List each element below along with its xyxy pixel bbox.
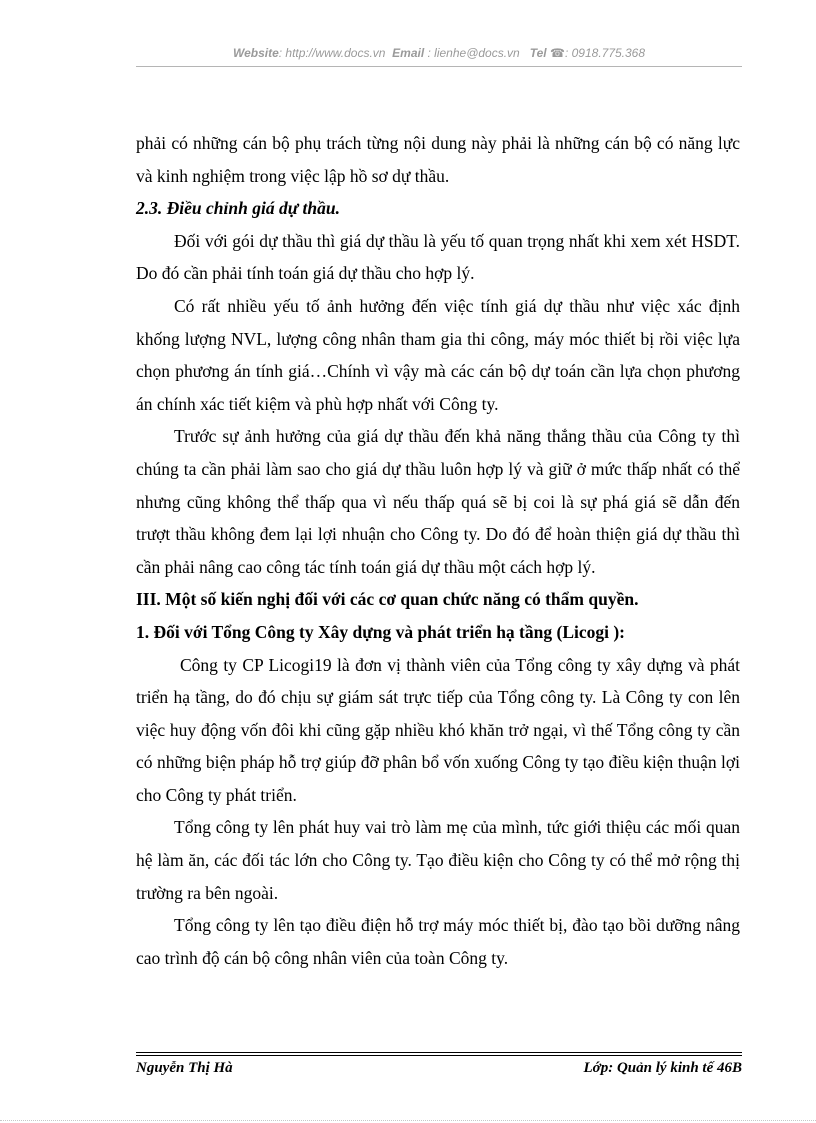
paragraph: Tổng công ty lên phát huy vai trò làm mẹ của mình, tức giới thiệu các mối quan hệ làm ăn, các đối tác lớn cho Công ty. Tạo điều kiện cho Công ty có thể mở rộng thị trường ra bên ngoài.	[136, 817, 740, 903]
tel-label: Tel	[529, 46, 547, 60]
footer-divider-top	[136, 1052, 742, 1053]
paragraph: Có rất nhiều yếu tố ảnh hưởng đến việc tính giá dự thầu như việc xác định khống lượng NVL, lượng công nhân tham gia thi công, máy móc thiết bị rồi việc lựa chọn phương án tính giá…Chính vì vậy mà các cán bộ dự toán cần lựa chọn phương án chính xác tiết kiệm và phù hợp nhất với Công ty.	[136, 295, 740, 414]
page-bottom-border	[0, 1120, 816, 1121]
email-label: Email	[392, 46, 425, 60]
footer-divider-bottom	[136, 1055, 742, 1056]
tel-value: : 0918.775.368	[564, 46, 646, 60]
section-heading-iii: III. Một số kiến nghị đối với các cơ quan chức năng có thẩm quyền.	[136, 589, 639, 610]
phone-icon: ☎	[550, 46, 565, 60]
paragraph: Đối với gói dự thầu thì giá dự thầu là yếu tố quan trọng nhất khi xem xét HSDT. Do đó cần phải tính toán giá dự thầu cho hợp lý.	[136, 230, 740, 284]
paragraph: Công ty CP Licogi19 là đơn vị thành viên của Tổng công ty xây dựng và phát triển hạ tầng, do đó chịu sự giám sát trực tiếp của Tổng công ty. Là Công ty con lên việc huy động vốn đôi khi cũng gặp nhiều khó khăn trở ngại, vì thế Tổng công ty cần có những biện pháp hỗ trợ giúp đỡ phân bổ vốn xuống Công ty tạo điều kiện thuận lợi cho Công ty phát triển.	[136, 654, 740, 805]
footer-class-info: Lớp: Quản lý kinh tế 46B	[583, 1060, 742, 1076]
page-header	[136, 46, 742, 60]
paragraph: Tổng công ty lên tạo điều điện hỗ trợ máy móc thiết bị, đào tạo bồi dưỡng nâng cao trình độ cán bộ công nhân viên của toàn Công ty.	[136, 915, 740, 968]
website-value[interactable]: : http://www.docs.vn	[278, 46, 386, 60]
email-value[interactable]: : lienhe@docs.vn	[427, 46, 520, 60]
section-heading-2-3: 2.3. Điều chỉnh giá dự thầu.	[136, 198, 341, 219]
subsection-heading-1: 1. Đối với Tổng Công ty Xây dựng và phát triển hạ tầng (Licogi ):	[136, 621, 626, 642]
header-divider	[136, 66, 742, 67]
website-label: Website	[232, 46, 279, 60]
footer-author: Nguyễn Thị Hà	[136, 1060, 233, 1076]
page-footer	[136, 1058, 742, 1078]
document-body	[136, 127, 740, 974]
paragraph: phải có những cán bộ phụ trách từng nội dung này phải là những cán bộ có năng lực và kinh nghiệm trong việc lập hồ sơ dự thầu.	[136, 133, 740, 186]
paragraph: Trước sự ảnh hưởng của giá dự thầu đến khả năng thắng thầu của Công ty thì chúng ta cần phải làm sao cho giá dự thầu luôn hợp lý và giữ ở mức thấp nhất có thể nhưng cũng không thể thấp qua vì nếu thấp quá sẽ bị coi là sự phá giá sẽ dẫn đến trượt thầu không đem lại lợi nhuận cho Công ty. Do đó để hoàn thiện giá dự thầu thì cần phải nâng cao công tác tính toán giá dự thầu một cách hợp lý.	[136, 426, 740, 577]
